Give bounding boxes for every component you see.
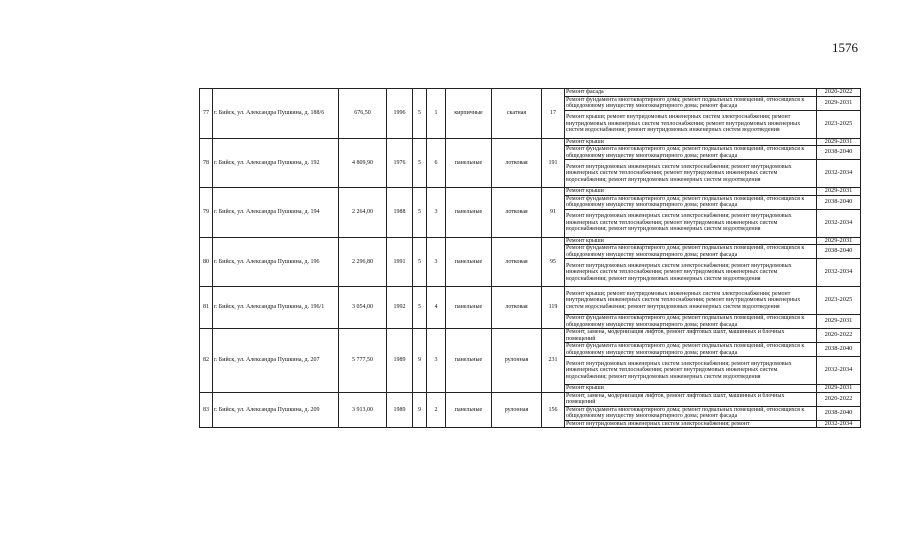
work-description: Ремонт, замена, модернизация лифтов, ремонт лифтовых шахт, машинных и блочных помещений xyxy=(565,392,817,406)
work-term: 2029-2031 xyxy=(817,96,861,110)
work-description: Ремонт крыши xyxy=(565,188,817,196)
year-cell: 1989 xyxy=(387,329,413,393)
area-cell: 5 777,50 xyxy=(339,329,387,393)
work-description: Ремонт фундамента многоквартирного дома; ремонт подвальных помещений, относящихся к общедомовому имуществу многоквартирного дома; ремонт фасада xyxy=(565,315,817,329)
wall-material-cell: панельные xyxy=(446,287,492,329)
address-cell: г. Бийск, ул. Александра Пушкина, д. 207 xyxy=(213,329,339,393)
year-cell: 1989 xyxy=(387,392,413,428)
roof-type-cell: рулонная xyxy=(492,392,542,428)
work-term: 2032-2034 xyxy=(817,160,861,188)
floors-cell: 9 xyxy=(413,392,427,428)
work-term: 2023-2025 xyxy=(817,110,861,138)
table-row xyxy=(200,329,861,343)
work-term: 2020-2022 xyxy=(817,392,861,406)
address-cell: г. Бийск, ул. Александра Пушкина, д. 194 xyxy=(213,188,339,238)
wall-material-cell: панельные xyxy=(446,138,492,188)
work-description: Ремонт фасада xyxy=(565,89,817,97)
work-term: 2038-2040 xyxy=(817,195,861,209)
entrances-cell: 4 xyxy=(427,287,446,329)
area-cell: 2 296,80 xyxy=(339,237,387,287)
work-term: 2029-2031 xyxy=(817,188,861,196)
roof-type-cell: лотковая xyxy=(492,188,542,238)
work-description: Ремонт, замена, модернизация лифтов, ремонт лифтовых шахт, машинных и блочных помещений xyxy=(565,329,817,343)
floors-cell: 9 xyxy=(413,329,427,393)
floors-cell: 5 xyxy=(413,188,427,238)
work-description: Ремонт крыши xyxy=(565,237,817,245)
area-cell: 676,50 xyxy=(339,89,387,139)
entrances-cell: 3 xyxy=(427,188,446,238)
work-term: 2038-2040 xyxy=(817,245,861,259)
work-description: Ремонт фундамента многоквартирного дома; ремонт подвальных помещений, относящихся к общедомовому имуществу многоквартирного дома; ремонт фасада xyxy=(565,406,817,420)
work-term: 2038-2040 xyxy=(817,146,861,160)
work-description: Ремонт внутридомовых инженерных систем электроснабжения; ремонт внутридомовых инженерных систем теплоснабжения; ремонт внутридомовых инженерных систем водоснабжения; ремонт внутридомовых инженерных систем водоотведения xyxy=(565,259,817,287)
work-description: Ремонт внутридомовых инженерных систем электроснабжения; ремонт внутридомовых инженерных систем теплоснабжения; ремонт внутридомовых инженерных систем водоснабжения; ремонт внутридомовых инженерных систем водоотведения xyxy=(565,209,817,237)
work-description: Ремонт крыши xyxy=(565,385,817,393)
roof-type-cell: рулонная xyxy=(492,329,542,393)
work-description: Ремонт крыши xyxy=(565,138,817,146)
entrances-cell: 6 xyxy=(427,138,446,188)
year-cell: 1976 xyxy=(387,138,413,188)
entrances-cell: 3 xyxy=(427,237,446,287)
flats-cell: 231 xyxy=(542,329,565,393)
wall-material-cell: кирпичные xyxy=(446,89,492,139)
work-description: Ремонт внутридомовых инженерных систем электроснабжения; ремонт внутридомовых инженерных систем теплоснабжения; ремонт внутридомовых инженерных систем водоснабжения; ремонт внутридомовых инженерных систем водоотведения xyxy=(565,160,817,188)
row-number: 80 xyxy=(200,237,213,287)
area-cell: 3 054,00 xyxy=(339,287,387,329)
work-description: Ремонт крыши; ремонт внутридомовых инженерных систем электроснабжения; ремонт внутридомовых инженерных систем теплоснабжения; ремонт внутридомовых инженерных систем водоснабжения; ремонт внутридомовых инженерных систем водоотведения xyxy=(565,110,817,138)
work-description: Ремонт крыши; ремонт внутридомовых инженерных систем электроснабжения; ремонт внутридомовых инженерных систем теплоснабжения; ремонт внутридомовых инженерных систем водоснабжения; ремонт внутридомовых инженерных систем водоотведения xyxy=(565,287,817,315)
floors-cell: 5 xyxy=(413,287,427,329)
work-term: 2038-2040 xyxy=(817,406,861,420)
floors-cell: 5 xyxy=(413,138,427,188)
wall-material-cell: панельные xyxy=(446,392,492,428)
roof-type-cell: скатная xyxy=(492,89,542,139)
flats-cell: 156 xyxy=(542,392,565,428)
work-term: 2029-2031 xyxy=(817,138,861,146)
entrances-cell: 3 xyxy=(427,329,446,393)
flats-cell: 95 xyxy=(542,237,565,287)
row-number: 79 xyxy=(200,188,213,238)
flats-cell: 91 xyxy=(542,188,565,238)
entrances-cell: 1 xyxy=(427,89,446,139)
address-cell: г. Бийск, ул. Александра Пушкина, д. 196 xyxy=(213,237,339,287)
work-description: Ремонт фундамента многоквартирного дома; ремонт подвальных помещений, относящихся к общедомовому имуществу многоквартирного дома; ремонт фасада xyxy=(565,195,817,209)
wall-material-cell: панельные xyxy=(446,329,492,393)
work-term: 2023-2025 xyxy=(817,287,861,315)
work-term: 2020-2022 xyxy=(817,329,861,343)
flats-cell: 191 xyxy=(542,138,565,188)
work-term: 2032-2034 xyxy=(817,357,861,385)
roof-type-cell: лотковая xyxy=(492,237,542,287)
flats-cell: 119 xyxy=(542,287,565,329)
work-term: 2020-2022 xyxy=(817,89,861,97)
table-row xyxy=(200,237,861,245)
year-cell: 1991 xyxy=(387,237,413,287)
row-number: 83 xyxy=(200,392,213,428)
table-row xyxy=(200,392,861,406)
wall-material-cell: панельные xyxy=(446,237,492,287)
work-term: 2032-2034 xyxy=(817,420,861,428)
work-term: 2032-2034 xyxy=(817,209,861,237)
work-term: 2029-2031 xyxy=(817,315,861,329)
work-term: 2029-2031 xyxy=(817,385,861,393)
row-number: 81 xyxy=(200,287,213,329)
address-cell: г. Бийск, ул. Александра Пушкина, д. 188/6 xyxy=(213,89,339,139)
year-cell: 1988 xyxy=(387,188,413,238)
area-cell: 2 264,00 xyxy=(339,188,387,238)
area-cell: 3 913,00 xyxy=(339,392,387,428)
roof-type-cell: лотковая xyxy=(492,287,542,329)
work-description: Ремонт фундамента многоквартирного дома; ремонт подвальных помещений, относящихся к общедомовому имуществу многоквартирного дома; ремонт фасада xyxy=(565,146,817,160)
page-number: 1576 xyxy=(832,40,858,55)
entrances-cell: 2 xyxy=(427,392,446,428)
year-cell: 1996 xyxy=(387,89,413,139)
year-cell: 1992 xyxy=(387,287,413,329)
capital-repair-table xyxy=(199,88,861,428)
work-description: Ремонт фундамента многоквартирного дома; ремонт подвальных помещений, относящихся к общедомовому имуществу многоквартирного дома; ремонт фасада xyxy=(565,245,817,259)
floors-cell: 5 xyxy=(413,89,427,139)
area-cell: 4 809,90 xyxy=(339,138,387,188)
floors-cell: 5 xyxy=(413,237,427,287)
work-description: Ремонт внутридомовых инженерных систем электроснабжения; ремонт xyxy=(565,420,817,428)
row-number: 78 xyxy=(200,138,213,188)
work-term: 2038-2040 xyxy=(817,343,861,357)
row-number: 82 xyxy=(200,329,213,393)
address-cell: г. Бийск, ул. Александра Пушкина, д. 196/1 xyxy=(213,287,339,329)
address-cell: г. Бийск, ул. Александра Пушкина, д. 209 xyxy=(213,392,339,428)
work-description: Ремонт внутридомовых инженерных систем электроснабжения; ремонт внутридомовых инженерных систем теплоснабжения; ремонт внутридомовых инженерных систем водоснабжения; ремонт внутридомовых инженерных систем водоотведения xyxy=(565,357,817,385)
wall-material-cell: панельные xyxy=(446,188,492,238)
table-row xyxy=(200,89,861,97)
roof-type-cell: лотковая xyxy=(492,138,542,188)
row-number: 77 xyxy=(200,89,213,139)
table-row xyxy=(200,138,861,146)
table-row xyxy=(200,287,861,315)
work-term: 2032-2034 xyxy=(817,259,861,287)
work-term: 2029-2031 xyxy=(817,237,861,245)
table-row xyxy=(200,188,861,196)
address-cell: г. Бийск, ул. Александра Пушкина, д. 192 xyxy=(213,138,339,188)
flats-cell: 17 xyxy=(542,89,565,139)
work-description: Ремонт фундамента многоквартирного дома; ремонт подвальных помещений, относящихся к общедомовому имуществу многоквартирного дома; ремонт фасада xyxy=(565,96,817,110)
work-description: Ремонт фундамента многоквартирного дома; ремонт подвальных помещений, относящихся к общедомовому имуществу многоквартирного дома; ремонт фасада xyxy=(565,343,817,357)
